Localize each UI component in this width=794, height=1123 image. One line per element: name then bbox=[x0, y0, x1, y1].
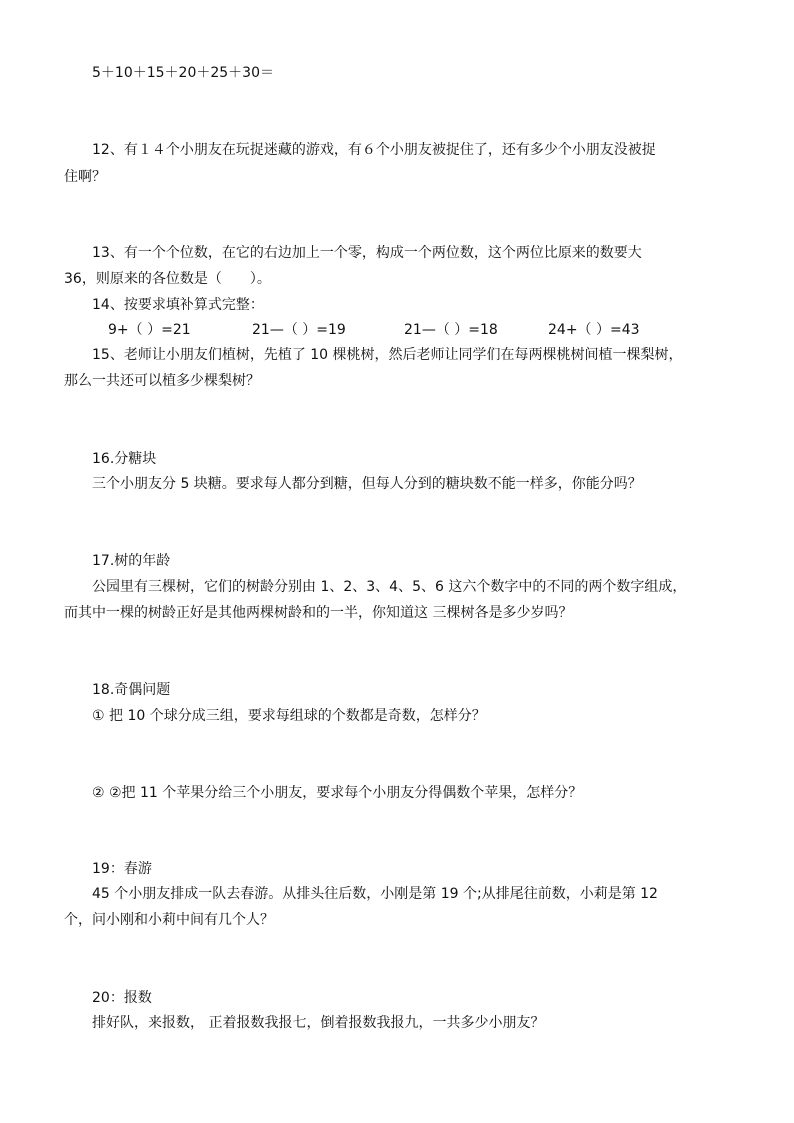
q18-title: 18.奇偶问题 bbox=[92, 682, 171, 698]
q15-line2: 那么一共还可以植多少棵梨树？ bbox=[64, 373, 260, 389]
q16-body: 三个小朋友分 5 块糖。要求每人都分到糖，但每人分到的糖块数不能一样多，你能分吗？ bbox=[92, 476, 642, 492]
q18-part1: ① 把 10 个球分成三组，要求每组球的个数都是奇数，怎样分？ bbox=[92, 708, 486, 724]
q13-line2: 36，则原来的各位数是（ ）。 bbox=[64, 271, 271, 287]
q17-line2: 而其中一棵的树龄正好是其他两棵树龄和的一半，你知道这 三棵树各是多少岁吗？ bbox=[64, 605, 573, 621]
q18-part2: ② ②把 11 个苹果分给三个小朋友，要求每个小朋友分得偶数个苹果，怎样分？ bbox=[92, 785, 583, 801]
q17-line1: 公园里有三棵树，它们的树龄分别由 1、2、3、4、5、6 这六个数字中的不同的两个数字组成， bbox=[92, 579, 687, 595]
q20-body: 排好队，来报数， 正着报数我报七，倒着报数我报九，一共多少小朋友？ bbox=[92, 1015, 545, 1031]
q19-title: 19：春游 bbox=[92, 861, 152, 877]
q14-title: 14、按要求填补算式完整： bbox=[92, 297, 264, 313]
q14-eq2: 21—（ ）=19 bbox=[252, 322, 346, 338]
q20-title: 20：报数 bbox=[92, 990, 152, 1006]
q11-expression: 5＋10＋15＋20＋25＋30＝ bbox=[92, 65, 274, 81]
q16-title: 16.分糖块 bbox=[92, 451, 157, 467]
q14-eq3: 21—（ ）=18 bbox=[404, 322, 498, 338]
q12-line2: 住啊？ bbox=[64, 169, 106, 185]
q14-eq4: 24+（ ）=43 bbox=[548, 322, 640, 338]
q15-line1: 15、老师让小朋友们植树，先植了 10 棵桃树，然后老师让同学们在每两棵桃树间植一棵梨树， bbox=[92, 347, 683, 363]
q13-line1: 13、有一个个位数，在它的右边加上一个零，构成一个两位数，这个两位比原来的数要大 bbox=[92, 245, 642, 261]
q14-eq1: 9+（ ）=21 bbox=[108, 322, 191, 338]
q12-line1: 12、有１４个小朋友在玩捉迷藏的游戏，有６个小朋友被捉住了，还有多少个小朋友没被捉 bbox=[92, 142, 656, 158]
q19-line2: 个，问小刚和小莉中间有几个人？ bbox=[64, 912, 274, 928]
q19-line1: 45 个小朋友排成一队去春游。从排头往后数，小刚是第 19 个;从排尾往前数，小莉是第 12 bbox=[92, 886, 658, 902]
q17-title: 17.树的年龄 bbox=[92, 553, 171, 569]
